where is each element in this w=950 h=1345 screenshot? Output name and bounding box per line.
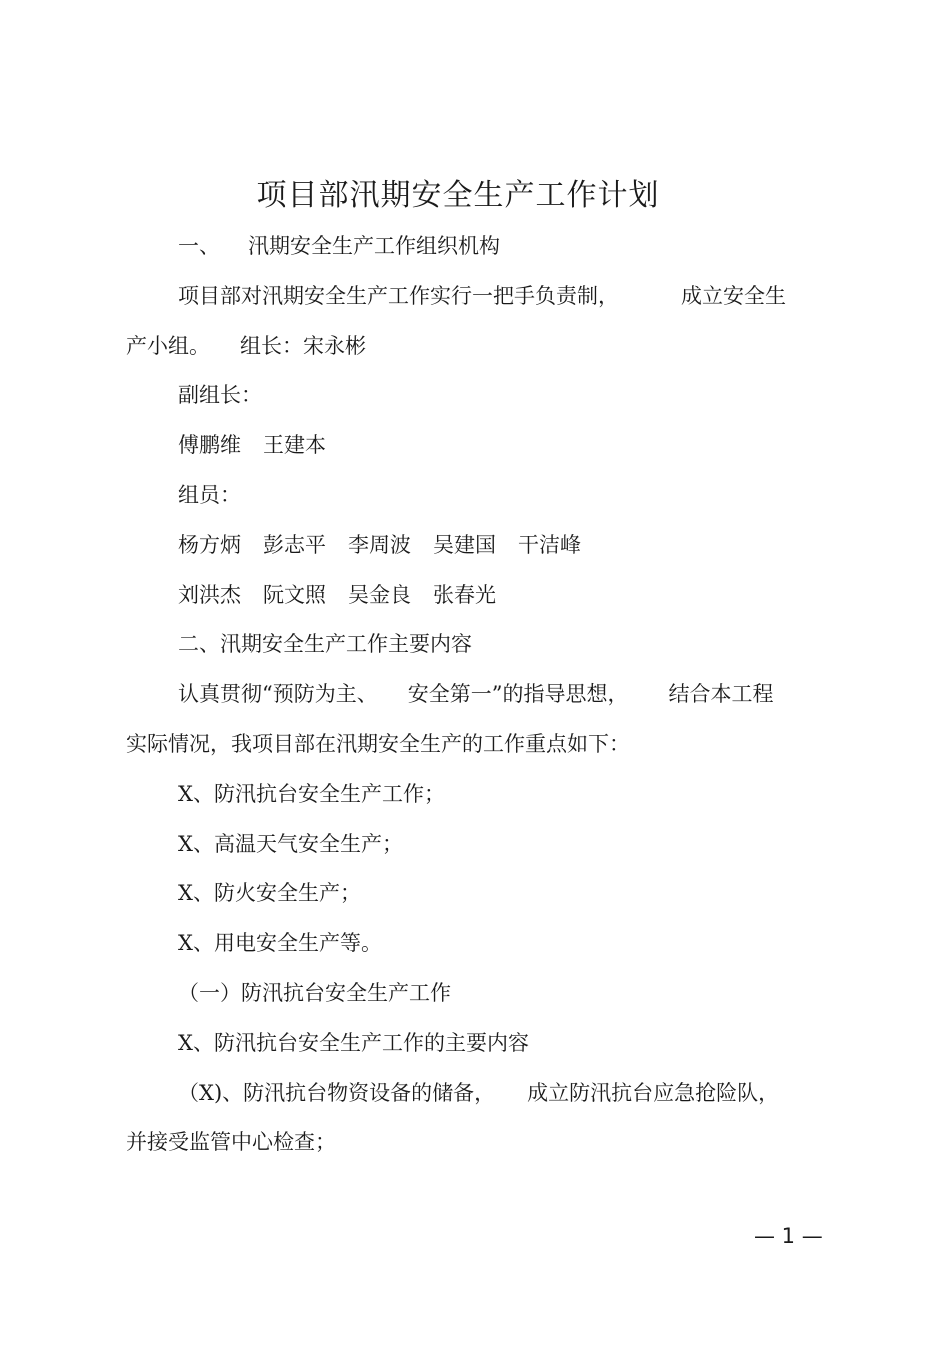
member-name: 彭志平 [263,533,326,557]
p1-text-a: 项目部对汛期安全生产工作实行一把手负责制， [178,284,619,308]
list-item: X、高温天气安全生产； [178,832,403,856]
p1-text-b: 成立安全生 [681,284,786,308]
members-row-2 [178,581,496,609]
member-name: 阮文照 [263,583,326,607]
section1-number: 一、 [178,234,220,258]
document-title: 项目部汛期安全生产工作计划 [256,178,660,213]
subsection-heading: （一）防汛抗台安全生产工作 [178,981,451,1005]
paragraph-3-line-2: 并接受监管中心检查； [126,1130,336,1154]
members-row-1 [178,531,581,559]
paragraph-2-line-2: 实际情况，我项目部在汛期安全生产的工作重点如下： [126,732,630,756]
p2-text-a: 认真贯彻“预防为主、 [178,682,378,706]
subsection-item: X、防汛抗台安全生产工作的主要内容 [178,1031,529,1055]
p1-text-c: 产小组。 [126,334,210,358]
section1-heading [178,232,500,260]
paragraph-2-line-1 [178,680,774,708]
p2-text-b: 安全第一”的指导思想， [407,682,629,706]
section1-title: 汛期安全生产工作组织机构 [248,234,500,258]
member-name: 吴建国 [433,533,496,557]
p3-text-b: 成立防汛抗台应急抢险队， [527,1081,780,1105]
group-leader: 组长：宋永彬 [240,334,366,358]
paragraph-1-line-1 [178,282,786,310]
p2-text-c: 结合本工程 [668,682,774,706]
deputy-label: 副组长： [178,383,262,407]
list-item: X、防汛抗台安全生产工作； [178,782,445,806]
deputy-list [178,431,326,459]
member-name: 刘洪杰 [178,583,241,607]
section2-heading: 二、汛期安全生产工作主要内容 [178,632,472,656]
paragraph-3-line-1 [178,1079,779,1107]
deputy-name: 王建本 [263,433,326,457]
member-name: 杨方炳 [178,533,241,557]
member-name: 张春光 [433,583,496,607]
list-item: X、防火安全生产； [178,881,361,905]
list-item: X、用电安全生产等。 [178,931,382,955]
p3-text-a: （X)、防汛抗台物资设备的储备， [178,1081,496,1105]
members-label: 组员： [178,483,241,507]
deputy-name: 傅鹏维 [178,433,241,457]
member-name: 干洁峰 [518,533,581,557]
member-name: 李周波 [348,533,411,557]
member-name: 吴金良 [348,583,411,607]
paragraph-1-line-2 [126,332,366,360]
page-number: — 1 — [754,1224,823,1248]
